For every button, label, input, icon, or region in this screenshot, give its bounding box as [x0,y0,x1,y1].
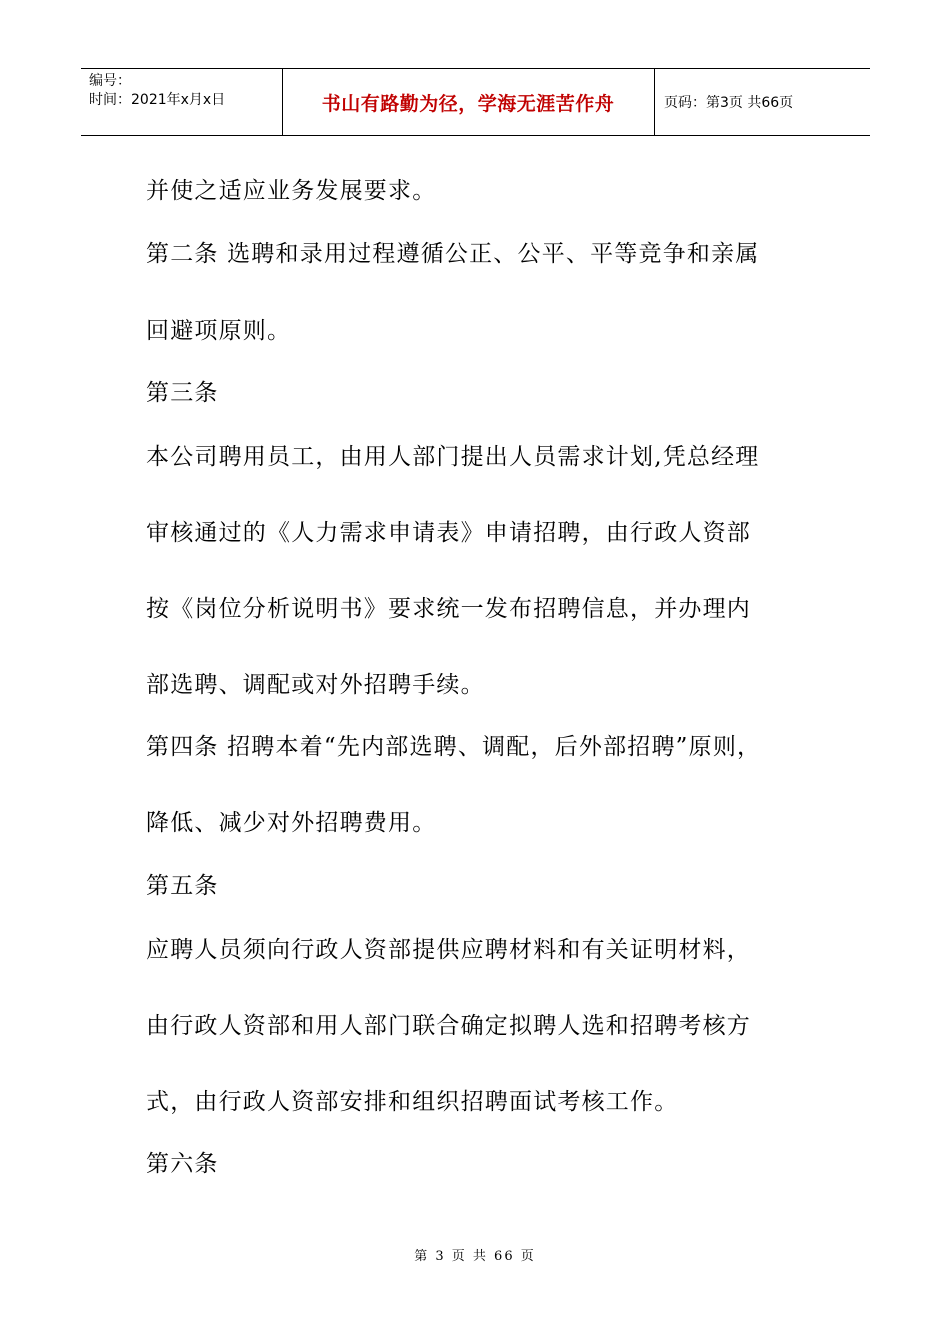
body-line: 由行政人资部和用人部门联合确定拟聘人选和招聘考核方 [146,1013,751,1039]
article-heading: 第五条 [146,873,219,899]
serial-number-label: 编号： [89,73,131,89]
header-meta-cell [81,69,283,135]
body-line: 式，由行政人资部安排和组织招聘面试考核工作。 [146,1089,679,1115]
footer-page-number: 第 3 页 共 66 页 [414,1249,536,1264]
slogan: 书山有路勤为径，学海无涯苦作舟 [321,92,615,115]
body-line: 第二条 选聘和录用过程遵循公正、公平、平等竞争和亲属 [146,241,760,267]
body-line: 第四条 招聘本着“先内部选聘、调配，后外部招聘”原则， [146,734,762,760]
header-page-info: 页码：第3页 共66页 [664,95,794,111]
header-slogan-cell [282,69,655,135]
body-line: 按《岗位分析说明书》要求统一发布招聘信息，并办理内 [146,596,751,622]
body-line: 降低、减少对外招聘费用。 [146,810,437,836]
body-line: 应聘人员须向行政人资部提供应聘材料和有关证明材料， [146,937,751,963]
page-header [81,68,870,136]
page-footer [0,1245,950,1264]
date-label: 时间：2021年x月x日 [89,92,226,108]
body-line: 部选聘、调配或对外招聘手续。 [146,672,485,698]
header-page-cell [654,69,870,135]
article-heading: 第六条 [146,1151,219,1177]
body-line: 审核通过的《人力需求申请表》申请招聘，由行政人资部 [146,520,751,546]
body-line: 并使之适应业务发展要求。 [146,178,437,204]
body-line: 本公司聘用员工，由用人部门提出人员需求计划,凭总经理 [146,444,760,470]
article-heading: 第三条 [146,380,219,406]
body-line: 回避项原则。 [146,318,292,344]
